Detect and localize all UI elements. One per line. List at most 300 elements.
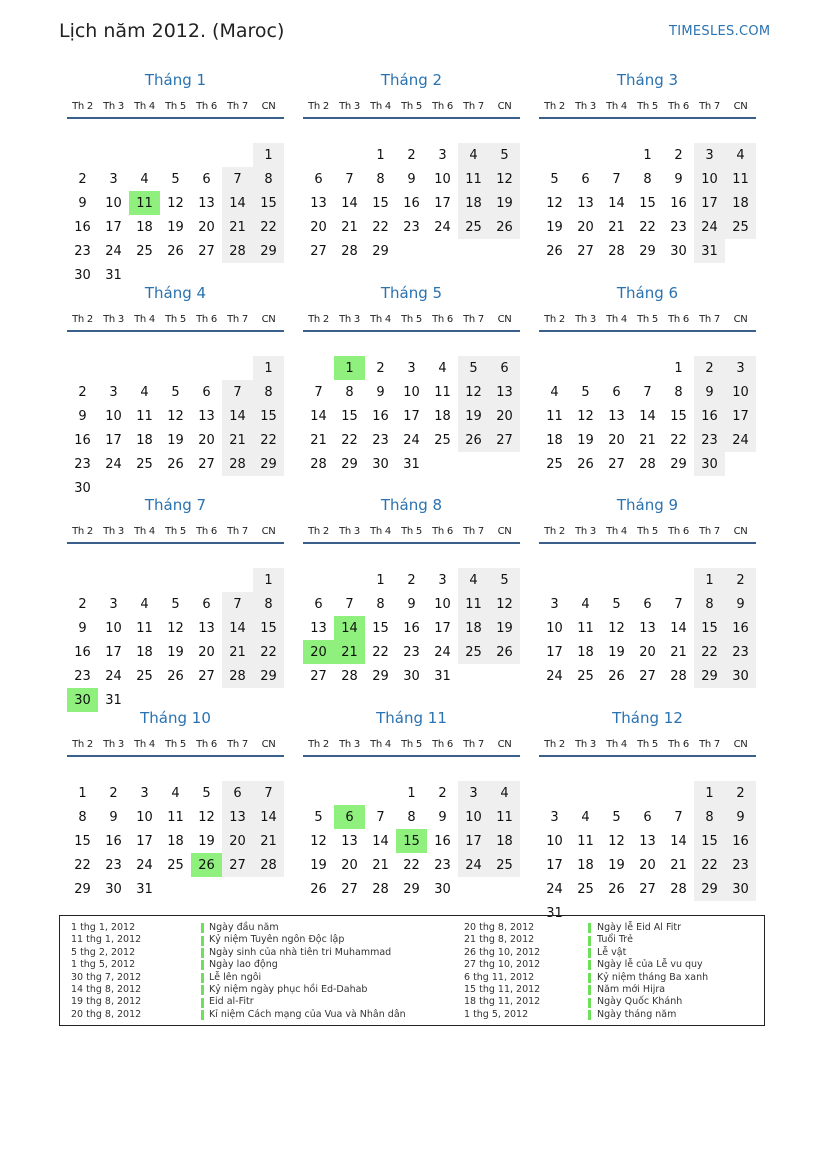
day-cell[interactable]: 16 [403, 195, 420, 211]
day-cell[interactable]: 9 [109, 809, 118, 825]
day-cell[interactable]: 21 [222, 215, 253, 239]
day-cell[interactable]: 14 [341, 195, 358, 211]
day-cell[interactable]: 26 [489, 215, 520, 239]
day-cell[interactable]: 20 [639, 857, 656, 873]
day-cell[interactable]: 27 [489, 428, 520, 452]
day-cell[interactable]: 12 [546, 195, 563, 211]
day-cell[interactable]: 23 [74, 243, 91, 259]
day-cell[interactable]: 6 [202, 384, 211, 400]
day-cell[interactable]: 22 [372, 644, 389, 660]
day-cell[interactable]: 17 [546, 644, 563, 660]
day-cell[interactable]: 13 [639, 620, 656, 636]
day-cell[interactable]: 1 [376, 147, 385, 163]
day-cell[interactable]: 18 [458, 616, 489, 640]
day-cell[interactable]: 13 [198, 408, 215, 424]
day-cell[interactable]: 1 [376, 572, 385, 588]
day-cell[interactable]: 6 [222, 781, 253, 805]
holiday-day-cell[interactable]: 14 [334, 616, 365, 640]
day-cell[interactable]: 13 [577, 195, 594, 211]
day-cell[interactable]: 18 [458, 191, 489, 215]
day-cell[interactable]: 8 [376, 171, 385, 187]
day-cell[interactable]: 22 [694, 640, 725, 664]
day-cell[interactable]: 17 [105, 644, 122, 660]
day-cell[interactable]: 29 [403, 881, 420, 897]
day-cell[interactable]: 8 [253, 592, 284, 616]
day-cell[interactable]: 15 [639, 195, 656, 211]
day-cell[interactable]: 25 [725, 215, 756, 239]
day-cell[interactable]: 2 [407, 572, 416, 588]
day-cell[interactable]: 11 [458, 167, 489, 191]
day-cell[interactable]: 22 [253, 640, 284, 664]
day-cell[interactable]: 31 [136, 881, 153, 897]
day-cell[interactable]: 8 [407, 809, 416, 825]
day-cell[interactable]: 5 [612, 809, 621, 825]
day-cell[interactable]: 9 [725, 805, 756, 829]
day-cell[interactable]: 22 [341, 432, 358, 448]
day-cell[interactable]: 11 [458, 592, 489, 616]
day-cell[interactable]: 23 [74, 668, 91, 684]
day-cell[interactable]: 2 [407, 147, 416, 163]
day-cell[interactable]: 7 [314, 384, 323, 400]
day-cell[interactable]: 1 [643, 147, 652, 163]
day-cell[interactable]: 13 [608, 408, 625, 424]
holiday-day-cell[interactable]: 6 [334, 805, 365, 829]
day-cell[interactable]: 12 [608, 620, 625, 636]
day-cell[interactable]: 4 [550, 384, 559, 400]
day-cell[interactable]: 31 [434, 668, 451, 684]
day-cell[interactable]: 12 [489, 167, 520, 191]
day-cell[interactable]: 30 [403, 668, 420, 684]
day-cell[interactable]: 9 [694, 380, 725, 404]
day-cell[interactable]: 17 [725, 404, 756, 428]
day-cell[interactable]: 23 [725, 853, 756, 877]
day-cell[interactable]: 1 [407, 785, 416, 801]
day-cell[interactable]: 14 [253, 805, 284, 829]
day-cell[interactable]: 10 [105, 620, 122, 636]
day-cell[interactable]: 26 [167, 668, 184, 684]
day-cell[interactable]: 8 [345, 384, 354, 400]
day-cell[interactable]: 15 [341, 408, 358, 424]
day-cell[interactable]: 25 [458, 215, 489, 239]
day-cell[interactable]: 8 [376, 596, 385, 612]
day-cell[interactable]: 2 [78, 596, 87, 612]
day-cell[interactable]: 30 [434, 881, 451, 897]
day-cell[interactable]: 5 [314, 809, 323, 825]
day-cell[interactable]: 30 [372, 456, 389, 472]
day-cell[interactable]: 24 [403, 432, 420, 448]
day-cell[interactable]: 26 [489, 640, 520, 664]
day-cell[interactable]: 28 [608, 243, 625, 259]
day-cell[interactable]: 3 [694, 143, 725, 167]
day-cell[interactable]: 8 [253, 380, 284, 404]
day-cell[interactable]: 25 [167, 857, 184, 873]
day-cell[interactable]: 21 [372, 857, 389, 873]
day-cell[interactable]: 18 [167, 833, 184, 849]
day-cell[interactable]: 28 [222, 664, 253, 688]
holiday-day-cell[interactable]: 18 [489, 829, 520, 853]
day-cell[interactable]: 25 [136, 456, 153, 472]
day-cell[interactable]: 9 [725, 592, 756, 616]
day-cell[interactable]: 24 [105, 668, 122, 684]
day-cell[interactable]: 7 [612, 171, 621, 187]
day-cell[interactable]: 12 [198, 809, 215, 825]
day-cell[interactable]: 15 [253, 616, 284, 640]
day-cell[interactable]: 29 [253, 239, 284, 263]
day-cell[interactable]: 10 [458, 805, 489, 829]
day-cell[interactable]: 10 [403, 384, 420, 400]
day-cell[interactable]: 1 [694, 568, 725, 592]
day-cell[interactable]: 8 [674, 384, 683, 400]
day-cell[interactable]: 22 [670, 432, 687, 448]
day-cell[interactable]: 16 [670, 195, 687, 211]
day-cell[interactable]: 21 [341, 219, 358, 235]
day-cell[interactable]: 7 [345, 596, 354, 612]
day-cell[interactable]: 4 [489, 781, 520, 805]
day-cell[interactable]: 8 [694, 805, 725, 829]
day-cell[interactable]: 15 [670, 408, 687, 424]
holiday-day-cell[interactable]: 21 [334, 640, 365, 664]
day-cell[interactable]: 13 [310, 620, 327, 636]
day-cell[interactable]: 25 [489, 853, 520, 877]
day-cell[interactable]: 3 [458, 781, 489, 805]
day-cell[interactable]: 16 [372, 408, 389, 424]
day-cell[interactable]: 16 [74, 644, 91, 660]
day-cell[interactable]: 27 [310, 243, 327, 259]
day-cell[interactable]: 10 [434, 171, 451, 187]
day-cell[interactable]: 20 [639, 644, 656, 660]
day-cell[interactable]: 21 [253, 829, 284, 853]
day-cell[interactable]: 23 [372, 432, 389, 448]
day-cell[interactable]: 29 [694, 877, 725, 901]
day-cell[interactable]: 17 [105, 219, 122, 235]
holiday-day-cell[interactable]: 26 [191, 853, 222, 877]
day-cell[interactable]: 4 [171, 785, 180, 801]
day-cell[interactable]: 7 [376, 809, 385, 825]
day-cell[interactable]: 3 [438, 147, 447, 163]
day-cell[interactable]: 26 [608, 881, 625, 897]
day-cell[interactable]: 20 [198, 219, 215, 235]
day-cell[interactable]: 13 [489, 380, 520, 404]
day-cell[interactable]: 21 [670, 857, 687, 873]
day-cell[interactable]: 10 [546, 833, 563, 849]
day-cell[interactable]: 10 [725, 380, 756, 404]
day-cell[interactable]: 26 [310, 881, 327, 897]
day-cell[interactable]: 4 [438, 360, 447, 376]
day-cell[interactable]: 23 [403, 219, 420, 235]
day-cell[interactable]: 14 [222, 616, 253, 640]
day-cell[interactable]: 13 [341, 833, 358, 849]
day-cell[interactable]: 22 [639, 219, 656, 235]
day-cell[interactable]: 26 [167, 456, 184, 472]
day-cell[interactable]: 11 [725, 167, 756, 191]
day-cell[interactable]: 11 [136, 620, 153, 636]
day-cell[interactable]: 26 [577, 456, 594, 472]
day-cell[interactable]: 2 [78, 384, 87, 400]
day-cell[interactable]: 5 [458, 356, 489, 380]
day-cell[interactable]: 7 [674, 809, 683, 825]
day-cell[interactable]: 19 [167, 432, 184, 448]
day-cell[interactable]: 2 [725, 781, 756, 805]
day-cell[interactable]: 30 [694, 452, 725, 476]
day-cell[interactable]: 23 [725, 640, 756, 664]
day-cell[interactable]: 10 [105, 408, 122, 424]
day-cell[interactable]: 5 [489, 568, 520, 592]
day-cell[interactable]: 8 [253, 167, 284, 191]
day-cell[interactable]: 9 [407, 171, 416, 187]
day-cell[interactable]: 28 [222, 452, 253, 476]
day-cell[interactable]: 4 [140, 171, 149, 187]
day-cell[interactable]: 19 [489, 191, 520, 215]
day-cell[interactable]: 2 [725, 568, 756, 592]
day-cell[interactable]: 6 [489, 356, 520, 380]
day-cell[interactable]: 8 [643, 171, 652, 187]
day-cell[interactable]: 29 [253, 452, 284, 476]
day-cell[interactable]: 26 [546, 243, 563, 259]
day-cell[interactable]: 6 [581, 171, 590, 187]
day-cell[interactable]: 21 [639, 432, 656, 448]
day-cell[interactable]: 30 [670, 243, 687, 259]
day-cell[interactable]: 28 [310, 456, 327, 472]
day-cell[interactable]: 16 [74, 432, 91, 448]
day-cell[interactable]: 29 [253, 664, 284, 688]
day-cell[interactable]: 30 [725, 664, 756, 688]
day-cell[interactable]: 13 [222, 805, 253, 829]
day-cell[interactable]: 25 [458, 640, 489, 664]
day-cell[interactable]: 20 [198, 432, 215, 448]
day-cell[interactable]: 11 [577, 833, 594, 849]
day-cell[interactable]: 2 [694, 356, 725, 380]
day-cell[interactable]: 3 [109, 384, 118, 400]
day-cell[interactable]: 29 [341, 456, 358, 472]
day-cell[interactable]: 5 [171, 596, 180, 612]
day-cell[interactable]: 25 [577, 881, 594, 897]
day-cell[interactable]: 31 [403, 456, 420, 472]
day-cell[interactable]: 6 [612, 384, 621, 400]
day-cell[interactable]: 22 [74, 857, 91, 873]
day-cell[interactable]: 28 [222, 239, 253, 263]
day-cell[interactable]: 28 [253, 853, 284, 877]
day-cell[interactable]: 20 [198, 644, 215, 660]
day-cell[interactable]: 17 [434, 620, 451, 636]
day-cell[interactable]: 17 [434, 195, 451, 211]
day-cell[interactable]: 28 [670, 881, 687, 897]
day-cell[interactable]: 30 [74, 267, 91, 283]
day-cell[interactable]: 16 [725, 616, 756, 640]
day-cell[interactable]: 27 [608, 456, 625, 472]
day-cell[interactable]: 27 [639, 668, 656, 684]
day-cell[interactable]: 31 [694, 239, 725, 263]
day-cell[interactable]: 24 [458, 853, 489, 877]
day-cell[interactable]: 22 [253, 428, 284, 452]
day-cell[interactable]: 24 [546, 668, 563, 684]
day-cell[interactable]: 19 [577, 432, 594, 448]
day-cell[interactable]: 31 [546, 905, 563, 921]
day-cell[interactable]: 13 [639, 833, 656, 849]
day-cell[interactable]: 6 [314, 171, 323, 187]
day-cell[interactable]: 4 [140, 384, 149, 400]
day-cell[interactable]: 16 [74, 219, 91, 235]
day-cell[interactable]: 1 [78, 785, 87, 801]
day-cell[interactable]: 2 [109, 785, 118, 801]
day-cell[interactable]: 20 [222, 829, 253, 853]
day-cell[interactable]: 24 [136, 857, 153, 873]
day-cell[interactable]: 18 [136, 644, 153, 660]
day-cell[interactable]: 12 [489, 592, 520, 616]
day-cell[interactable]: 5 [612, 596, 621, 612]
day-cell[interactable]: 16 [434, 833, 451, 849]
day-cell[interactable]: 19 [608, 644, 625, 660]
day-cell[interactable]: 2 [376, 360, 385, 376]
day-cell[interactable]: 23 [105, 857, 122, 873]
day-cell[interactable]: 29 [694, 664, 725, 688]
day-cell[interactable]: 28 [341, 668, 358, 684]
day-cell[interactable]: 28 [372, 881, 389, 897]
day-cell[interactable]: 24 [434, 644, 451, 660]
day-cell[interactable]: 5 [171, 384, 180, 400]
day-cell[interactable]: 13 [198, 620, 215, 636]
holiday-day-cell[interactable]: 30 [67, 688, 98, 712]
day-cell[interactable]: 15 [694, 829, 725, 853]
day-cell[interactable]: 15 [372, 195, 389, 211]
holiday-day-cell[interactable]: 20 [303, 640, 334, 664]
day-cell[interactable]: 24 [725, 428, 756, 452]
day-cell[interactable]: 17 [403, 408, 420, 424]
day-cell[interactable]: 20 [577, 219, 594, 235]
day-cell[interactable]: 15 [253, 191, 284, 215]
day-cell[interactable]: 9 [674, 171, 683, 187]
day-cell[interactable]: 23 [694, 428, 725, 452]
day-cell[interactable]: 19 [310, 857, 327, 873]
day-cell[interactable]: 21 [608, 219, 625, 235]
day-cell[interactable]: 12 [167, 195, 184, 211]
day-cell[interactable]: 29 [74, 881, 91, 897]
day-cell[interactable]: 17 [694, 191, 725, 215]
day-cell[interactable]: 16 [725, 829, 756, 853]
day-cell[interactable]: 13 [198, 195, 215, 211]
day-cell[interactable]: 27 [198, 243, 215, 259]
day-cell[interactable]: 3 [725, 356, 756, 380]
day-cell[interactable]: 2 [674, 147, 683, 163]
day-cell[interactable]: 19 [458, 404, 489, 428]
day-cell[interactable]: 15 [372, 620, 389, 636]
day-cell[interactable]: 19 [198, 833, 215, 849]
day-cell[interactable]: 9 [376, 384, 385, 400]
day-cell[interactable]: 10 [694, 167, 725, 191]
day-cell[interactable]: 27 [310, 668, 327, 684]
day-cell[interactable]: 16 [403, 620, 420, 636]
day-cell[interactable]: 13 [310, 195, 327, 211]
day-cell[interactable]: 30 [74, 480, 91, 496]
day-cell[interactable]: 20 [310, 219, 327, 235]
day-cell[interactable]: 11 [489, 805, 520, 829]
day-cell[interactable]: 11 [136, 408, 153, 424]
day-cell[interactable]: 29 [670, 456, 687, 472]
day-cell[interactable]: 18 [725, 191, 756, 215]
day-cell[interactable]: 30 [105, 881, 122, 897]
day-cell[interactable]: 16 [105, 833, 122, 849]
day-cell[interactable]: 22 [372, 219, 389, 235]
day-cell[interactable]: 9 [438, 809, 447, 825]
day-cell[interactable]: 5 [202, 785, 211, 801]
day-cell[interactable]: 3 [109, 171, 118, 187]
day-cell[interactable]: 23 [670, 219, 687, 235]
day-cell[interactable]: 12 [167, 408, 184, 424]
day-cell[interactable]: 7 [643, 384, 652, 400]
day-cell[interactable]: 6 [643, 809, 652, 825]
day-cell[interactable]: 25 [434, 432, 451, 448]
day-cell[interactable]: 23 [434, 857, 451, 873]
day-cell[interactable]: 28 [670, 668, 687, 684]
day-cell[interactable]: 7 [222, 380, 253, 404]
day-cell[interactable]: 27 [198, 668, 215, 684]
day-cell[interactable]: 12 [458, 380, 489, 404]
holiday-day-cell[interactable]: 11 [129, 191, 160, 215]
day-cell[interactable]: 4 [140, 596, 149, 612]
day-cell[interactable]: 24 [546, 881, 563, 897]
day-cell[interactable]: 27 [198, 456, 215, 472]
day-cell[interactable]: 18 [136, 432, 153, 448]
day-cell[interactable]: 14 [222, 404, 253, 428]
day-cell[interactable]: 4 [725, 143, 756, 167]
day-cell[interactable]: 1 [253, 356, 284, 380]
day-cell[interactable]: 14 [639, 408, 656, 424]
day-cell[interactable]: 26 [167, 243, 184, 259]
day-cell[interactable]: 5 [171, 171, 180, 187]
day-cell[interactable]: 31 [105, 692, 122, 708]
day-cell[interactable]: 28 [341, 243, 358, 259]
day-cell[interactable]: 29 [372, 668, 389, 684]
day-cell[interactable]: 2 [438, 785, 447, 801]
day-cell[interactable]: 25 [546, 456, 563, 472]
day-cell[interactable]: 26 [608, 668, 625, 684]
day-cell[interactable]: 18 [136, 219, 153, 235]
day-cell[interactable]: 2 [78, 171, 87, 187]
day-cell[interactable]: 14 [670, 620, 687, 636]
day-cell[interactable]: 18 [434, 408, 451, 424]
day-cell[interactable]: 27 [341, 881, 358, 897]
day-cell[interactable]: 9 [407, 596, 416, 612]
day-cell[interactable]: 9 [78, 620, 87, 636]
day-cell[interactable]: 28 [639, 456, 656, 472]
day-cell[interactable]: 10 [546, 620, 563, 636]
day-cell[interactable]: 11 [167, 809, 184, 825]
day-cell[interactable]: 14 [372, 833, 389, 849]
day-cell[interactable]: 1 [674, 360, 683, 376]
day-cell[interactable]: 4 [458, 143, 489, 167]
day-cell[interactable]: 12 [167, 620, 184, 636]
day-cell[interactable]: 18 [577, 857, 594, 873]
day-cell[interactable]: 1 [694, 781, 725, 805]
day-cell[interactable]: 21 [670, 644, 687, 660]
day-cell[interactable]: 18 [577, 644, 594, 660]
day-cell[interactable]: 30 [725, 877, 756, 901]
day-cell[interactable]: 6 [643, 596, 652, 612]
day-cell[interactable]: 27 [577, 243, 594, 259]
holiday-day-cell[interactable]: 27 [222, 853, 253, 877]
day-cell[interactable]: 23 [74, 456, 91, 472]
day-cell[interactable]: 23 [403, 644, 420, 660]
day-cell[interactable]: 4 [581, 809, 590, 825]
day-cell[interactable]: 22 [253, 215, 284, 239]
day-cell[interactable]: 5 [550, 171, 559, 187]
day-cell[interactable]: 7 [222, 167, 253, 191]
day-cell[interactable]: 20 [341, 857, 358, 873]
day-cell[interactable]: 4 [458, 568, 489, 592]
day-cell[interactable]: 25 [577, 668, 594, 684]
day-cell[interactable]: 9 [78, 408, 87, 424]
day-cell[interactable]: 6 [202, 171, 211, 187]
holiday-day-cell[interactable]: 15 [396, 829, 427, 853]
